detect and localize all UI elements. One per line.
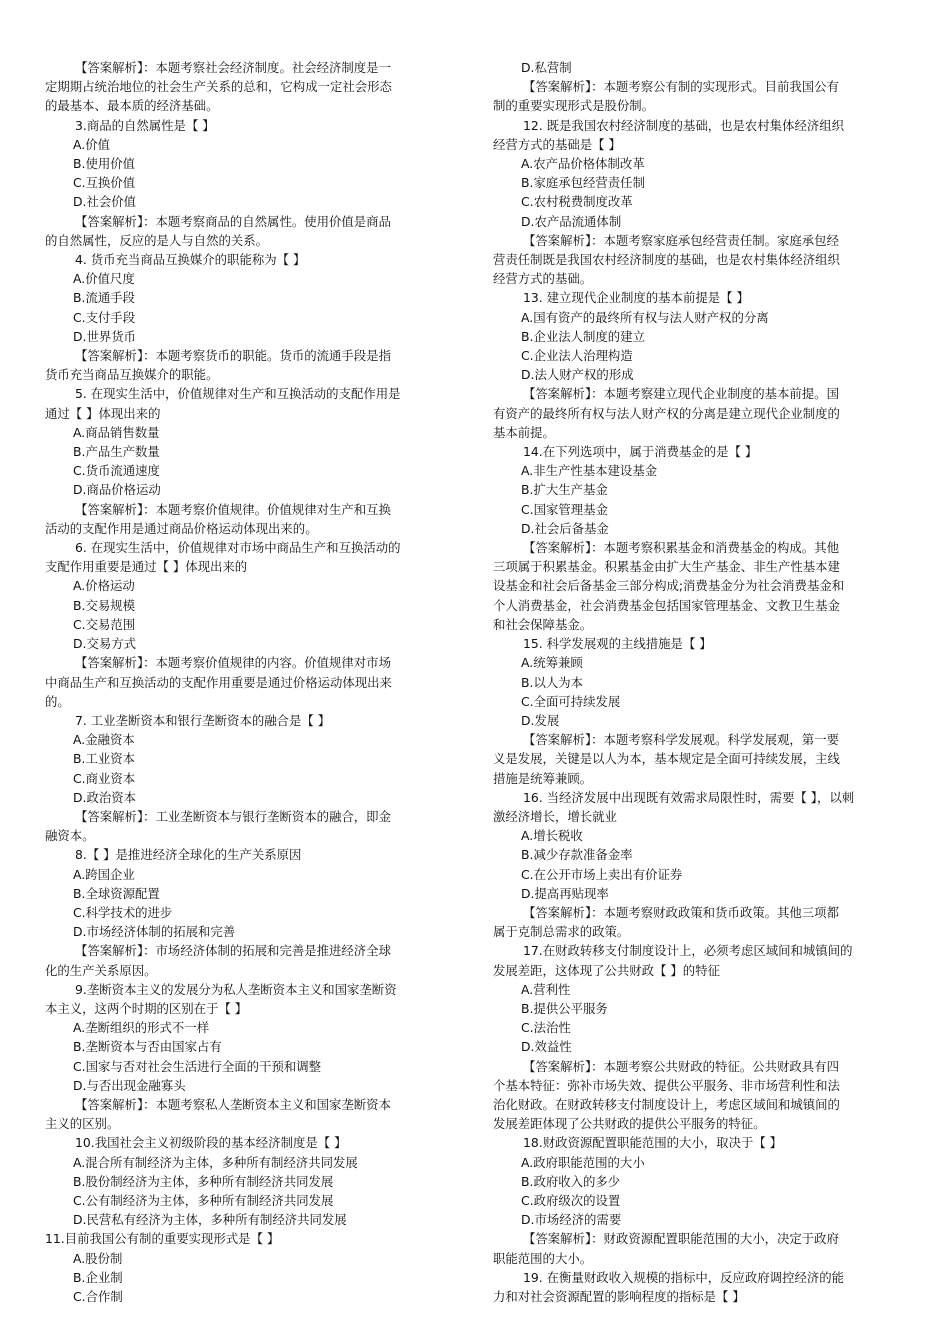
left-text-line: B.工业资本: [73, 751, 136, 767]
right-text-line: 【答案解析】：本题考察公共财政的特征。公共财政具有四: [523, 1058, 839, 1074]
left-text-line: C.合作制: [73, 1289, 123, 1304]
left-text-line: 4. 货币充当商品互换媒介的职能称为【 】: [75, 252, 306, 268]
right-text-line: 【答案解析】：本题考察建立现代企业制度的基本前提。国: [523, 386, 839, 402]
left-text-line: D.与否出现金融寡头: [73, 1077, 186, 1093]
left-text-line: 主义的区别。: [45, 1116, 120, 1132]
left-text-line: D.商品价格运动: [73, 482, 161, 498]
right-text-line: C.国家管理基金: [521, 501, 608, 517]
left-text-line: 货币充当商品互换媒介的职能。: [45, 367, 219, 383]
left-text-line: 的。: [45, 693, 70, 709]
right-text-line: 个人消费基金，社会消费基金包括国家管理基金、文教卫生基金: [493, 597, 840, 613]
left-text-line: C.支付手段: [73, 309, 136, 325]
left-text-line: 化的生产关系原因。: [45, 962, 157, 978]
right-text-line: 13. 建立现代企业制度的基本前提是【 】: [523, 290, 749, 306]
left-text-line: 的自然属性，反应的是人与自然的关系。: [45, 232, 269, 248]
left-text-line: 3.商品的自然属性是【 】: [75, 117, 215, 133]
left-text-line: A.商品销售数量: [73, 424, 160, 440]
left-text-line: 【答案解析】：本题考察商品的自然属性。使用价值是商品: [75, 213, 391, 229]
right-text-line: D.法人财产权的形成: [521, 367, 634, 383]
left-text-line: 【答案解析】：本题考察价值规律的内容。价值规律对市场: [75, 655, 391, 671]
right-text-line: A.政府职能范围的大小: [521, 1154, 645, 1170]
left-text-line: C.互换价值: [73, 175, 136, 191]
left-text-line: B.流通手段: [73, 290, 136, 306]
right-text-line: 发展差距，这体现了公共财政【 】的特征: [493, 962, 720, 978]
left-text-line: 10.我国社会主义初级阶段的基本经济制度是【 】: [75, 1135, 347, 1151]
right-text-line: 12. 既是我国农村经济制度的基础，也是农村集体经济组织: [523, 117, 845, 133]
right-text-line: 设基金和社会后备基金三部分构成;消费基金分为社会消费基金和: [493, 578, 845, 594]
right-text-line: 【答案解析】：本题考察积累基金和消费基金的构成。其他: [523, 540, 839, 556]
right-text-line: 发展差距体现了公共财政的提供公平服务的特征。: [493, 1116, 766, 1132]
left-text-line: A.跨国企业: [73, 866, 135, 882]
left-text-line: 8.【 】是推进经济全球化的生产关系原因: [75, 847, 302, 863]
right-text-line: 【答案解析】：本题考察科学发展观。科学发展观，第一要: [523, 732, 839, 748]
right-text-line: 15. 科学发展观的主线措施是【 】: [523, 636, 712, 652]
left-text-line: C.公有制经济为主体，多种所有制经济共同发展: [73, 1192, 334, 1208]
right-text-line: C.政府级次的设置: [521, 1192, 621, 1208]
right-text-line: D.提高再贴现率: [521, 885, 609, 901]
left-text-line: A.金融资本: [73, 732, 135, 748]
right-text-line: A.非生产性基本建设基金: [521, 463, 658, 479]
right-column: [493, 58, 903, 1306]
right-text-line: 经营方式的基础是【 】: [493, 136, 621, 152]
left-text-line: D.社会价值: [73, 194, 137, 210]
left-text-line: D.市场经济体制的拓展和完善: [73, 924, 236, 940]
left-text-line: 活动的支配作用是通过商品价格运动体现出来的。: [45, 520, 318, 536]
right-text-line: 18.财政资源配置职能范围的大小，取决于【 】: [523, 1135, 783, 1151]
left-text-line: 6. 在现实生活中，价值规律对市场中商品生产和互换活动的: [75, 540, 401, 556]
right-text-line: 制的重要实现形式是股份制。: [493, 98, 655, 114]
right-text-line: 【答案解析】：本题考察财政政策和货币政策。其他三项都: [523, 904, 839, 920]
left-text-line: 11.目前我国公有制的重要实现形式是【 】: [45, 1231, 280, 1247]
right-text-line: B.扩大生产基金: [521, 482, 608, 498]
left-text-line: 【答案解析】：市场经济体制的拓展和完善是推进经济全球: [75, 943, 391, 959]
left-text-line: 【答案解析】：工业垄断资本与银行垄断资本的融合，即金: [75, 808, 391, 824]
left-text-line: 通过【 】体现出来的: [45, 405, 161, 421]
left-text-line: D.世界货币: [73, 328, 137, 344]
right-text-line: B.以人为本: [521, 674, 584, 690]
right-text-line: D.效益性: [521, 1039, 572, 1055]
right-text-line: 职能范围的大小。: [493, 1250, 593, 1266]
left-text-line: 定期期占统治地位的社会生产关系的总和，它构成一定社会形态: [45, 79, 392, 95]
left-text-line: C.科学技术的进步: [73, 904, 173, 920]
left-text-line: A.价格运动: [73, 578, 135, 594]
left-text-line: C.商业资本: [73, 770, 136, 786]
left-text-line: A.股份制: [73, 1250, 123, 1266]
left-text-line: D.交易方式: [73, 636, 137, 652]
right-text-line: C.在公开市场上卖出有价证券: [521, 866, 683, 882]
left-text-line: B.全球资源配置: [73, 885, 160, 901]
right-text-line: 19. 在衡量财政收入规模的指标中，反应政府调控经济的能: [523, 1269, 845, 1285]
right-text-line: 属于克制总需求的政策。: [493, 924, 630, 940]
left-text-line: B.产品生产数量: [73, 444, 160, 460]
right-text-line: 义是发展，关键是以人为本，基本规定是全面可持续发展，主线: [493, 751, 840, 767]
left-text-line: A.混合所有制经济为主体，多种所有制经济共同发展: [73, 1154, 358, 1170]
right-text-line: D.发展: [521, 712, 560, 728]
right-text-line: D.私营制: [521, 60, 572, 75]
left-text-line: D.民营私有经济为主体，多种所有制经济共同发展: [73, 1212, 347, 1228]
right-text-line: D.市场经济的需要: [521, 1212, 622, 1228]
right-text-line: 力和对社会资源配置的影响程度的指标是【 】: [493, 1289, 745, 1304]
right-text-line: 激经济增长，增长就业: [493, 808, 617, 824]
right-text-line: C.企业法人治理构造: [521, 348, 633, 364]
left-text-line: B.企业制: [73, 1269, 123, 1285]
right-text-line: 16. 当经济发展中出现既有效需求局限性时，需要【 】，以刺: [523, 789, 855, 805]
right-text-line: 17.在财政转移支付制度设计上，必须考虑区域间和城镇间的: [523, 943, 853, 959]
left-text-line: 【答案解析】：本题考察社会经济制度。社会经济制度是一: [75, 60, 391, 75]
right-text-line: 【答案解析】：本题考察公有制的实现形式。目前我国公有: [523, 79, 839, 95]
left-text-line: C.国家与否对社会生活进行全面的干预和调整: [73, 1058, 322, 1074]
right-text-line: B.减少存款准备金率: [521, 847, 633, 863]
left-text-line: 7. 工业垄断资本和银行垄断资本的融合是【 】: [75, 712, 331, 728]
right-text-line: C.全面可持续发展: [521, 693, 621, 709]
right-text-line: C.农村税费制度改革: [521, 194, 633, 210]
right-text-line: 【答案解析】：财政资源配置职能范围的大小，决定于政府: [523, 1231, 839, 1247]
left-text-line: A.价值: [73, 136, 110, 152]
right-text-line: 基本前提。: [493, 424, 555, 440]
left-column: [45, 58, 455, 1306]
left-text-line: 的最基本、最本质的经济基础。: [45, 98, 219, 114]
right-text-line: 和社会保障基金。: [493, 616, 593, 632]
right-text-line: B.提供公平服务: [521, 1000, 608, 1016]
left-text-line: 【答案解析】：本题考察私人垄断资本主义和国家垄断资本: [75, 1096, 391, 1112]
left-text-line: 融资本。: [45, 828, 95, 844]
left-text-line: B.股份制经济为主体，多种所有制经济共同发展: [73, 1173, 334, 1189]
left-text-line: C.交易范围: [73, 616, 136, 632]
left-text-line: D.政治资本: [73, 789, 137, 805]
left-text-line: B.使用价值: [73, 156, 136, 172]
right-text-line: B.企业法人制度的建立: [521, 328, 645, 344]
right-text-line: 经营方式的基础。: [493, 271, 593, 287]
right-text-line: B.家庭承包经营责任制: [521, 175, 645, 191]
right-text-line: 营责任制既是我国农村经济制度的基础，也是农村集体经济组织: [493, 252, 840, 268]
right-text-line: D.农产品流通体制: [521, 213, 622, 229]
right-text-line: A.国有资产的最终所有权与法人财产权的分离: [521, 309, 769, 325]
right-text-line: A.增长税收: [521, 828, 583, 844]
right-text-line: 【答案解析】：本题考察家庭承包经营责任制。家庭承包经: [523, 232, 839, 248]
left-text-line: A.价值尺度: [73, 271, 135, 287]
right-text-line: 措施是统筹兼顾。: [493, 770, 593, 786]
left-text-line: 支配作用重要是通过【 】体现出来的: [45, 559, 248, 575]
right-text-line: 个基本特征：弥补市场失效、提供公平服务、非市场营利性和法: [493, 1077, 840, 1093]
left-text-line: B.垄断资本与否由国家占有: [73, 1039, 222, 1055]
left-text-line: C.货币流通速度: [73, 463, 160, 479]
left-text-line: B.交易规模: [73, 597, 136, 613]
left-text-line: 【答案解析】：本题考察货币的职能。货币的流通手段是指: [75, 348, 391, 364]
left-text-line: 9.垄断资本主义的发展分为私人垄断资本主义和国家垄断资: [75, 981, 397, 997]
left-text-line: 本主义，这两个时期的区别在于【 】: [45, 1000, 248, 1016]
left-text-line: 中商品生产和互换活动的支配作用重要是通过价格运动体现出来: [45, 674, 392, 690]
right-text-line: C.法治性: [521, 1020, 571, 1036]
right-text-line: 治化财政。在财政转移支付制度设计上，考虑区域间和城镇间的: [493, 1096, 840, 1112]
right-text-line: D.社会后备基金: [521, 520, 609, 536]
left-text-line: A.垄断组织的形式不一样: [73, 1020, 210, 1036]
left-text-line: 【答案解析】：本题考察价值规律。价值规律对生产和互换: [75, 501, 391, 517]
right-text-line: 三项属于积累基金。积累基金由扩大生产基金、非生产性基本建: [493, 559, 840, 575]
right-text-line: A.农产品价格体制改革: [521, 156, 645, 172]
right-text-line: B.政府收入的多少: [521, 1173, 621, 1189]
left-text-line: 5. 在现实生活中，价值规律对生产和互换活动的支配作用是: [75, 386, 401, 402]
right-text-line: 有资产的最终所有权与法人财产权的分离是建立现代企业制度的: [493, 405, 840, 421]
right-text-line: A.统筹兼顾: [521, 655, 583, 671]
right-text-line: A.营利性: [521, 981, 571, 997]
right-text-line: 14.在下列选项中，属于消费基金的是【 】: [523, 444, 758, 460]
